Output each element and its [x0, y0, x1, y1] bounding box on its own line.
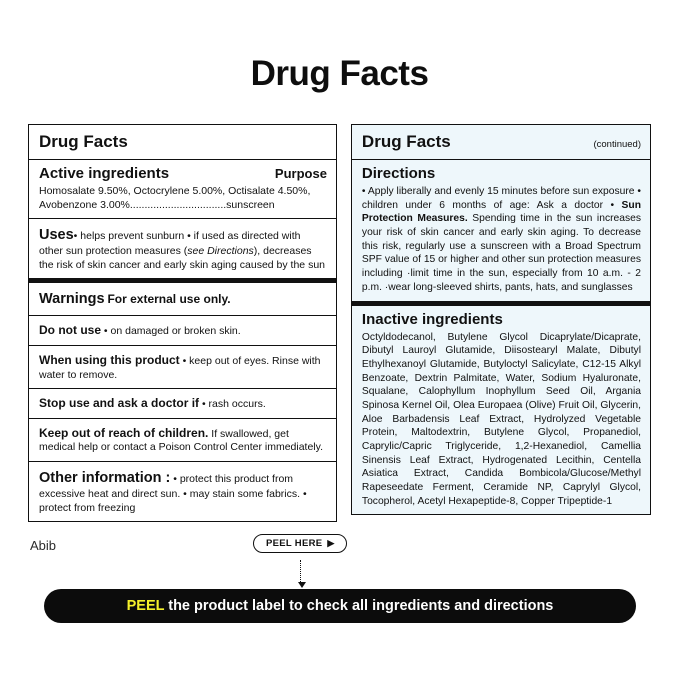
other-information-section [29, 462, 336, 521]
uses-text-italic: see Directions [187, 245, 254, 258]
stop-use-section [29, 389, 336, 419]
when-using-text: • keep out of eyes. Rinse with water to remove. [39, 354, 321, 381]
stop-use-title: Stop use and ask a doctor if [39, 396, 200, 411]
when-using-title: When using this product [39, 352, 180, 367]
left-drug-facts-panel [28, 124, 337, 522]
other-information-text: • protect this product from excessive heat and direct sun. • may stain some fabrics. • protect from freezing [39, 473, 307, 514]
when-using-section [29, 346, 336, 389]
peel-here-button[interactable] [253, 534, 347, 553]
peel-banner-highlight: PEEL [126, 598, 165, 614]
panels-container [0, 94, 679, 522]
do-not-use-title: Do not use [39, 323, 101, 338]
active-ingredients-section [29, 160, 336, 219]
do-not-use-section [29, 316, 336, 346]
page-title: Drug Facts [250, 54, 429, 93]
active-ingredients-title: Active ingredients [39, 165, 170, 182]
keep-out-of-reach-section [29, 419, 336, 462]
peel-banner-text [127, 598, 554, 614]
right-panel-header [352, 125, 650, 160]
arrow-down-icon [298, 582, 306, 588]
do-not-use-text: • on damaged or broken skin. [103, 325, 241, 338]
play-arrow-icon: ▶ [327, 538, 335, 548]
right-drug-facts-panel [351, 124, 651, 515]
directions-bold: Sun Protection Measures. [361, 199, 641, 225]
inactive-ingredients-section [352, 306, 650, 515]
continued-label: (continued) [593, 139, 641, 150]
uses-title: Uses [39, 227, 74, 244]
inactive-ingredients-title: Inactive ingredients [361, 310, 503, 328]
directions-title: Directions [361, 165, 436, 182]
keep-out-title: Keep out of reach of children. [39, 425, 209, 440]
active-ingredients-text: Homosalate 9.50%, Octocrylene 5.00%, Octisalate 4.50%, Avobenzone 3.00%.................................sunscreen [39, 185, 311, 211]
directions-text-2: Spending time in the sun increases your risk of skin cancer and early skin aging. To decrease this risk, regularly use a sunscreen with a Broad Spectrum SPF value of 15 or higher and other sun protection measures including ·limit time in the sun, especially from 10 a.m. - 2 p.m. ·wear long-sleeved shirts, pants, hats, and sunglasses [361, 213, 641, 293]
directions-section [352, 160, 650, 306]
uses-text-1: • helps prevent sunburn • if used as directed with other sun protection measures ( [39, 230, 301, 258]
uses-text-2: ), decreases the risk of skin cancer and early skin aging caused by the sun [39, 245, 325, 271]
brand-label: Abib [30, 538, 57, 553]
left-panel-title: Drug Facts [39, 132, 128, 151]
peel-here-label: PEEL HERE [266, 538, 323, 549]
warnings-title: Warnings [39, 291, 105, 308]
peel-banner [44, 589, 636, 623]
peel-banner-rest: the product label to check all ingredients and directions [164, 598, 554, 614]
left-panel-header [29, 125, 336, 160]
right-panel-title: Drug Facts [361, 132, 451, 151]
uses-section [29, 219, 336, 283]
keep-out-text: If swallowed, get medical help or contact a Poison Control Center immediately. [39, 427, 324, 454]
stop-use-text: • rash occurs. [201, 398, 266, 411]
directions-text-1: • Apply liberally and evenly 15 minutes before sun exposure • children under 6 months of age: Ask a doctor • [361, 186, 641, 211]
warnings-section [29, 283, 336, 316]
inactive-ingredients-text: Octyldodecanol, Butylene Glycol Dicaprylate/Dicaprate, Dibutyl Lauroyl Glutamide, Diisostearyl Malate, Dibutyl Ethylhexanoyl Glutamide, Butyloctyl Salicylate, C12-15 Alkyl Benzoate, Dextrin Palmitate, Water, Sodium Hyaluronate, Squalane, Calophyllum Inophyllum Seed Oil, Argania Spinosa Kernel Oil, Olea Europaea (Olive) Fruit Oil, Glycerin, Aloe Barbadensis Leaf Extract, Hydrolyzed Vegetable Protein, Maltodextrin, Butylene Glycol, Propanediol, Caprylic/Capric Triglyceride, 1,2-Hexanediol, Camellia Sinensis Leaf Extract, Hydrogenated Lecithin, Centella Asiatica Extract, Candida Bombicola/Glucose/Methyl Rapeseedate Ferment, Ceramide NP, Caprylyl Glycol, Tocopherol, Acetyl Hexapeptide-8, Copper Tripeptide-1 [361, 331, 641, 507]
other-information-title: Other information : [39, 470, 171, 487]
pointer-dotted-line [300, 560, 301, 584]
purpose-title: Purpose [274, 166, 327, 181]
warnings-text: For external use only. [107, 292, 231, 307]
